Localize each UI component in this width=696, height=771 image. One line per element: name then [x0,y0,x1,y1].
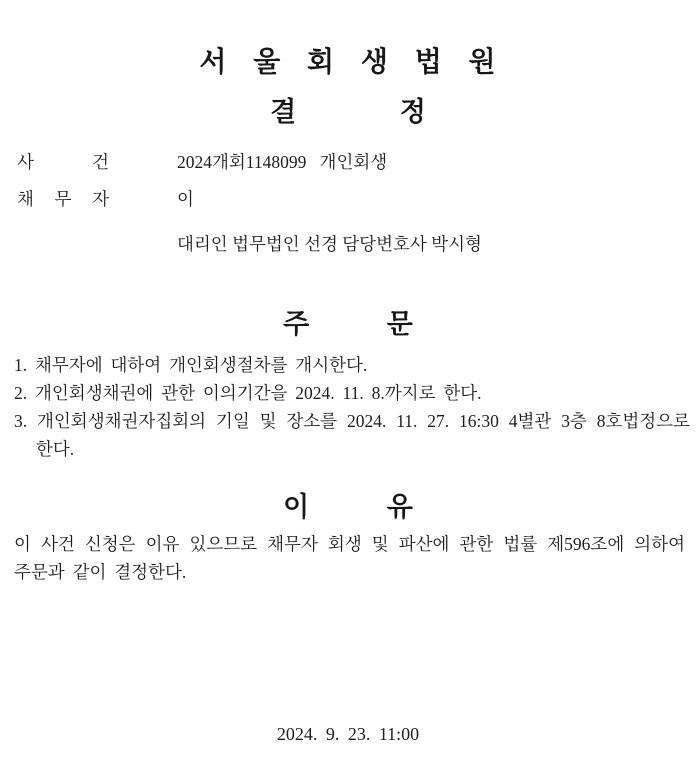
reason-text-line-1: 이 사건 신청은 이유 있으므로 채무자 회생 및 파산에 관한 법률 제596조에 의하여 [14,534,685,554]
document-type-title: 결 정 [270,97,426,127]
order-item-3: 3. 개인회생채권자집회의 기일 및 장소를 2024. 11. 27. 16:30 4별관 3층 8호법정으로 [14,411,690,431]
representative-line: 대리인 법무법인 선경 담당변호사 박시형 [177,234,482,254]
debtor-value: 이 [177,189,194,209]
reason-section-heading: 이 유 [283,492,413,522]
case-number-label: 사 건 [17,152,109,172]
order-item-3-continuation: 한다. [36,439,75,459]
decision-datetime: 2024. 9. 23. 11:00 [276,724,420,744]
reason-text-line-2: 주문과 같이 결정한다. [14,562,187,582]
court-name-title: 서 울 회 생 법 원 [199,46,497,77]
order-item-1: 1. 채무자에 대하여 개인회생절차를 개시한다. [14,355,368,375]
order-item-2: 2. 개인회생채권에 관한 이의기간을 2024. 11. 8.까지로 한다. [14,383,482,403]
order-section-heading: 주 문 [283,309,413,339]
debtor-label: 채 무 자 [17,189,109,209]
case-number-value: 2024개회1148099 개인회생 [177,152,388,172]
